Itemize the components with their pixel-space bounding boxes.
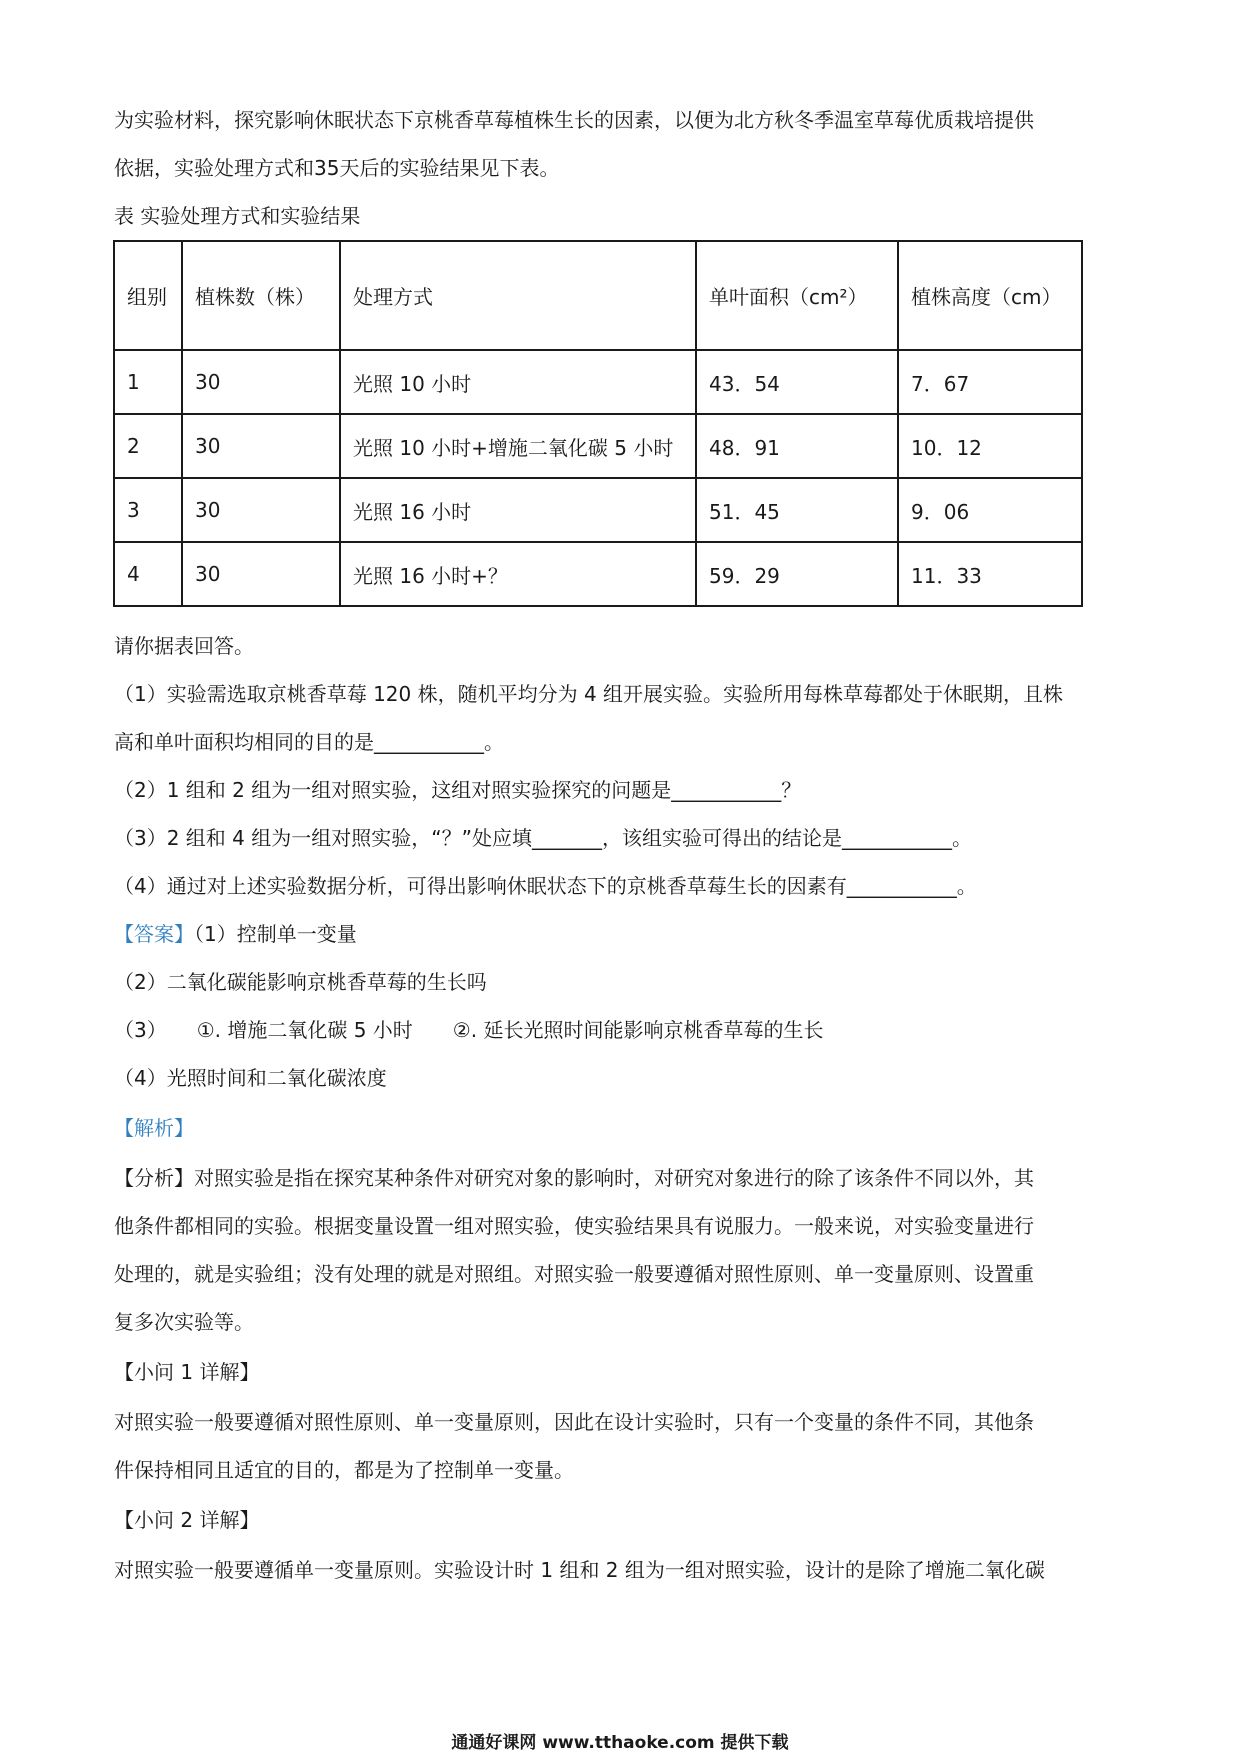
table-cell: 30 <box>182 478 340 542</box>
table-cell: 9．06 <box>898 478 1082 542</box>
table-row <box>114 478 1082 542</box>
table-cell: 43．54 <box>696 350 898 414</box>
results-table <box>113 240 1083 607</box>
sub-question-1-line-2: 件保持相同且适宜的目的，都是为了控制单一变量。 <box>114 1458 574 1482</box>
question-4: （4）通过对上述实验数据分析，可得出影响休眠状态下的京桃香草莓生长的因素有___________。 <box>114 874 977 898</box>
analysis-line-1: 【分析】对照实验是指在探究某种条件对研究对象的影响时，对研究对象进行的除了该条件不同以外，其 <box>114 1166 1034 1190</box>
answer-line-1 <box>114 922 1134 946</box>
table-header-row <box>114 241 1082 350</box>
table-cell: 11．33 <box>898 542 1082 606</box>
table-cell: 51．45 <box>696 478 898 542</box>
table-header-cell: 单叶面积（cm²） <box>696 241 898 350</box>
table-cell: 30 <box>182 414 340 478</box>
analysis-line-2: 他条件都相同的实验。根据变量设置一组对照实验，使实验结果具有说服力。一般来说，对实验变量进行 <box>114 1214 1034 1238</box>
table-row <box>114 542 1082 606</box>
answer-tag: 【答案】 <box>114 922 194 946</box>
table-cell: 光照 16 小时+？ <box>340 542 696 606</box>
table-row <box>114 350 1082 414</box>
answer-2: （2）二氧化碳能影响京桃香草莓的生长吗 <box>114 970 487 994</box>
table-cell: 4 <box>114 542 182 606</box>
sub-question-1-title: 【小问 1 详解】 <box>114 1360 260 1384</box>
table-cell: 光照 10 小时 <box>340 350 696 414</box>
sub-question-2-title: 【小问 2 详解】 <box>114 1508 260 1532</box>
table-header-cell: 处理方式 <box>340 241 696 350</box>
intro-line-2: 依据，实验处理方式和35天后的实验结果见下表。 <box>114 156 560 180</box>
footer-watermark: 通通好课网 www.tthaoke.com 提供下载 <box>451 1733 789 1753</box>
answer-3: （3） ①. 增施二氧化碳 5 小时 ②. 延长光照时间能影响京桃香草莓的生长 <box>114 1018 824 1042</box>
analysis-line-3: 处理的，就是实验组；没有处理的就是对照组。对照实验一般要遵循对照性原则、单一变量原则、设置重 <box>114 1262 1034 1286</box>
table-cell: 2 <box>114 414 182 478</box>
table-cell: 光照 16 小时 <box>340 478 696 542</box>
answer-1: （1）控制单一变量 <box>194 922 357 946</box>
table-cell: 光照 10 小时+增施二氧化碳 5 小时 <box>340 414 696 478</box>
table-header-cell: 组别 <box>114 241 182 350</box>
sub-question-2-line-1: 对照实验一般要遵循单一变量原则。实验设计时 1 组和 2 组为一组对照实验，设计的是除了增施二氧化碳 <box>114 1558 1045 1582</box>
question-1-line-2: 高和单叶面积均相同的目的是___________。 <box>114 730 504 754</box>
table-cell: 10．12 <box>898 414 1082 478</box>
table-cell: 3 <box>114 478 182 542</box>
table-cell: 48．91 <box>696 414 898 478</box>
table-header-cell: 植株数（株） <box>182 241 340 350</box>
table-cell: 30 <box>182 350 340 414</box>
table-row <box>114 414 1082 478</box>
question-3: （3）2 组和 4 组为一组对照实验，“？”处应填_______，该组实验可得出的结论是___________。 <box>114 826 972 850</box>
table-cell: 30 <box>182 542 340 606</box>
table-cell: 59．29 <box>696 542 898 606</box>
answer-4: （4）光照时间和二氧化碳浓度 <box>114 1066 387 1090</box>
analysis-tag: 【解析】 <box>114 1116 194 1140</box>
table-cell: 7．67 <box>898 350 1082 414</box>
sub-question-1-line-1: 对照实验一般要遵循对照性原则、单一变量原则，因此在设计实验时，只有一个变量的条件不同，其他条 <box>114 1410 1034 1434</box>
intro-line-1: 为实验材料，探究影响休眠状态下京桃香草莓植株生长的因素，以便为北方秋冬季温室草莓优质栽培提供 <box>114 108 1034 132</box>
table-header-cell: 植株高度（cm） <box>898 241 1082 350</box>
question-2: （2）1 组和 2 组为一组对照实验，这组对照实验探究的问题是___________？ <box>114 778 802 802</box>
analysis-line-4: 复多次实验等。 <box>114 1310 254 1334</box>
table-caption: 表 实验处理方式和实验结果 <box>114 204 361 228</box>
table-cell: 1 <box>114 350 182 414</box>
question-prompt: 请你据表回答。 <box>114 634 254 658</box>
question-1-line-1: （1）实验需选取京桃香草莓 120 株，随机平均分为 4 组开展实验。实验所用每株草莓都处于休眠期，且株 <box>114 682 1064 706</box>
